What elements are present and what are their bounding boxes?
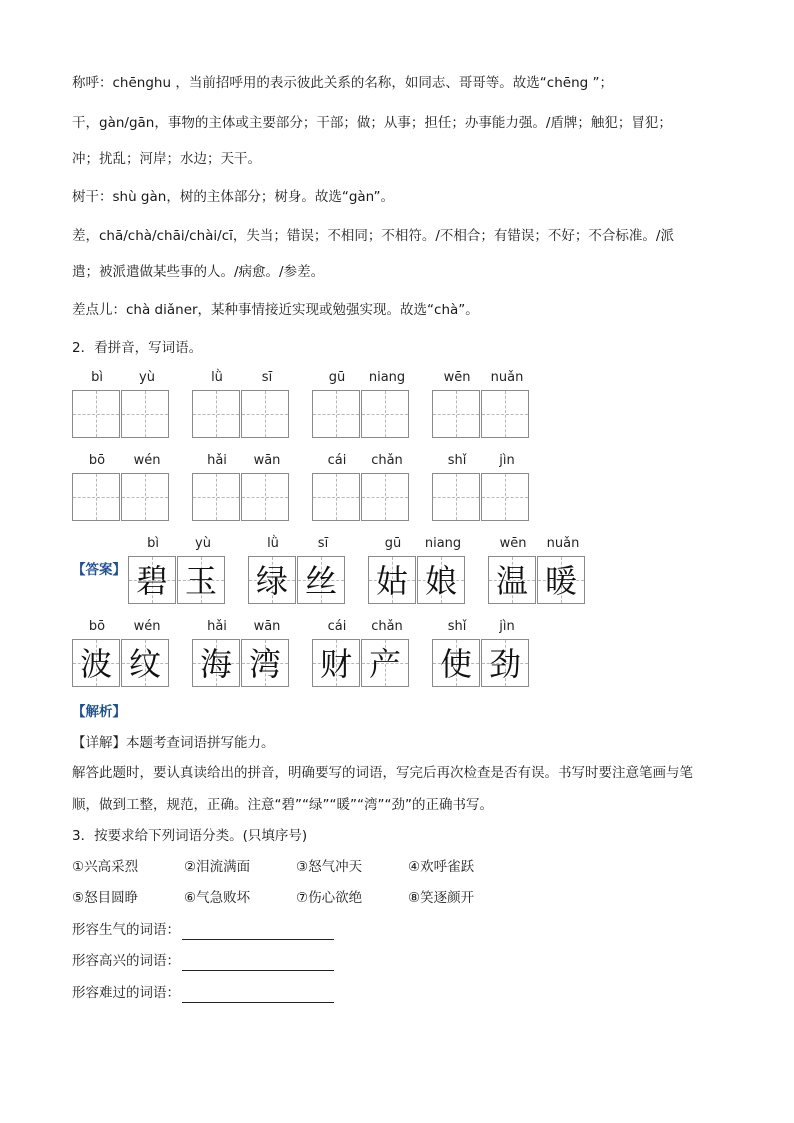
answer-character: 姑 <box>375 562 408 600</box>
pinyin-word-group <box>72 452 172 522</box>
answer-box <box>368 556 416 604</box>
writing-box[interactable] <box>361 390 409 438</box>
pinyin-label: nuǎn <box>546 536 580 551</box>
answer-box <box>121 639 169 687</box>
answer-character: 波 <box>79 645 112 683</box>
answer-blank[interactable] <box>182 988 334 1003</box>
answer-character: 产 <box>368 645 401 683</box>
pinyin-label: jìn <box>499 453 515 468</box>
answer-box <box>312 639 360 687</box>
answer-label: 【答案】 <box>72 562 126 578</box>
answer-blank[interactable] <box>182 925 334 940</box>
answer-word-group <box>128 535 228 605</box>
question-2-title: 2．看拼音，写词语。 <box>72 340 203 356</box>
word-option: ⑤怒目圆睁 <box>72 890 139 906</box>
word-option: ⑥气急败坏 <box>184 890 251 906</box>
pinyin-label: sī <box>261 370 273 385</box>
pinyin-label: wēn <box>443 370 471 385</box>
pinyin-word-group <box>312 369 412 439</box>
fill-prompt: 形容生气的词语： <box>72 922 180 938</box>
answer-character: 玉 <box>184 562 217 600</box>
answer-word-group <box>72 618 172 688</box>
answer-blank[interactable] <box>182 956 334 971</box>
pinyin-label: lǜ <box>267 536 279 551</box>
answer-box <box>72 639 120 687</box>
pinyin-label: wān <box>253 453 281 468</box>
answer-character: 暖 <box>544 562 577 600</box>
pinyin-word-group <box>192 369 292 439</box>
explanation-line-1: 称呼：chēnghu ，当前招呼用的表示彼此关系的名称，如同志、哥哥等。故选“chēng ”； <box>72 75 614 91</box>
answer-box <box>177 556 225 604</box>
pinyin-label: bì <box>147 536 159 551</box>
answer-box <box>297 556 345 604</box>
pinyin-label: shǐ <box>447 619 467 634</box>
pinyin-label: hǎi <box>207 453 227 468</box>
detail-line: 【详解】本题考查词语拼写能力。 <box>72 735 275 751</box>
pinyin-label: gū <box>384 536 402 551</box>
writing-box[interactable] <box>121 473 169 521</box>
answer-box <box>128 556 176 604</box>
answer-character: 财 <box>319 645 352 683</box>
answer-character: 海 <box>199 645 232 683</box>
answer-box <box>537 556 585 604</box>
pinyin-label: bō <box>88 453 106 468</box>
answer-word-group <box>192 618 292 688</box>
pinyin-label: yù <box>195 536 211 551</box>
answer-box <box>192 639 240 687</box>
writing-box[interactable] <box>72 473 120 521</box>
answer-box <box>241 639 289 687</box>
answer-character: 娘 <box>424 562 457 600</box>
writing-box[interactable] <box>72 390 120 438</box>
question-3-title: 3．按要求给下列词语分类。(只填序号) <box>72 828 308 844</box>
pinyin-label: jìn <box>499 619 515 634</box>
word-option: ⑦伤心欲绝 <box>296 890 363 906</box>
pinyin-label: chǎn <box>371 453 403 468</box>
answer-character: 温 <box>495 562 528 600</box>
fill-row-sad <box>72 983 334 1003</box>
pinyin-label: wén <box>133 453 161 468</box>
pinyin-word-group <box>312 452 412 522</box>
answer-word-group <box>432 618 532 688</box>
word-option: ⑧笑逐颜开 <box>408 890 475 906</box>
writing-box[interactable] <box>121 390 169 438</box>
writing-box[interactable] <box>481 473 529 521</box>
answer-character: 纹 <box>128 645 161 683</box>
analysis-line-1: 解答此题时，要认真读给出的拼音，明确要写的词语，写完后再次检查是否有误。书写时要注意笔画与笔 <box>72 765 693 781</box>
explanation-line-4: 树干：shù gàn，树的主体部分；树身。故选“gàn”。 <box>72 189 394 205</box>
answer-character: 使 <box>439 645 472 683</box>
pinyin-label: niang <box>368 370 406 385</box>
answer-character: 碧 <box>135 562 168 600</box>
answer-box <box>248 556 296 604</box>
pinyin-word-group <box>432 452 532 522</box>
explanation-line-7: 差点儿：chà diǎner，某种事情接近实现或勉强实现。故选“chà”。 <box>72 302 479 318</box>
word-option: ③怒气冲天 <box>296 859 363 875</box>
explanation-line-2: 干，gàn/gān，事物的主体或主要部分；干部；做；从事；担任；办事能力强。/盾牌；触犯；冒犯； <box>72 115 672 131</box>
explanation-line-6: 遣；被派遣做某些事的人。/病愈。/参差。 <box>72 264 325 280</box>
pinyin-word-group <box>432 369 532 439</box>
fill-row-happy <box>72 951 334 971</box>
fill-row-angry <box>72 920 334 940</box>
fill-prompt: 形容难过的词语： <box>72 985 180 1001</box>
pinyin-label: wén <box>133 619 161 634</box>
pinyin-label: chǎn <box>371 619 403 634</box>
pinyin-label: yù <box>139 370 155 385</box>
pinyin-word-group <box>72 369 172 439</box>
answer-character: 丝 <box>304 562 337 600</box>
writing-box[interactable] <box>312 473 360 521</box>
pinyin-label: lǜ <box>211 370 223 385</box>
pinyin-label: gū <box>328 370 346 385</box>
pinyin-label: sī <box>317 536 329 551</box>
answer-character: 湾 <box>248 645 281 683</box>
explanation-line-3: 冲；扰乱；河岸；水边；天干。 <box>72 151 261 167</box>
answer-character: 绿 <box>255 562 288 600</box>
pinyin-label: bō <box>88 619 106 634</box>
answer-box <box>361 639 409 687</box>
pinyin-label: niang <box>424 536 462 551</box>
writing-box[interactable] <box>241 473 289 521</box>
answer-word-group <box>248 535 348 605</box>
pinyin-label: hǎi <box>207 619 227 634</box>
answer-character: 劲 <box>488 645 521 683</box>
answer-word-group <box>488 535 588 605</box>
answer-box <box>417 556 465 604</box>
answer-word-group <box>368 535 468 605</box>
answer-word-group <box>312 618 412 688</box>
explanation-line-5: 差，chā/chà/chāi/chài/cī，失当；错误；不相同；不相符。/不相合；有错误；不好；不合标准。/派 <box>72 228 674 244</box>
writing-box[interactable] <box>192 473 240 521</box>
writing-box[interactable] <box>241 390 289 438</box>
pinyin-label: wēn <box>499 536 527 551</box>
word-option: ①兴高采烈 <box>72 859 139 875</box>
analysis-line-2: 顺，做到工整，规范，正确。注意“碧”“绿”“暖”“湾”“劲”的正确书写。 <box>72 797 493 813</box>
answer-box <box>432 639 480 687</box>
pinyin-word-group <box>192 452 292 522</box>
writing-box[interactable] <box>481 390 529 438</box>
analysis-label: 【解析】 <box>72 704 126 720</box>
writing-box[interactable] <box>312 390 360 438</box>
writing-box[interactable] <box>432 390 480 438</box>
pinyin-label: bì <box>91 370 103 385</box>
pinyin-label: shǐ <box>447 453 467 468</box>
word-option: ④欢呼雀跃 <box>408 859 475 875</box>
word-option: ②泪流满面 <box>184 859 251 875</box>
pinyin-label: cái <box>327 619 347 634</box>
pinyin-label: wān <box>253 619 281 634</box>
writing-box[interactable] <box>361 473 409 521</box>
writing-box[interactable] <box>192 390 240 438</box>
writing-box[interactable] <box>432 473 480 521</box>
pinyin-label: cái <box>327 453 347 468</box>
answer-box <box>481 639 529 687</box>
answer-box <box>488 556 536 604</box>
fill-prompt: 形容高兴的词语： <box>72 953 180 969</box>
pinyin-label: nuǎn <box>490 370 524 385</box>
